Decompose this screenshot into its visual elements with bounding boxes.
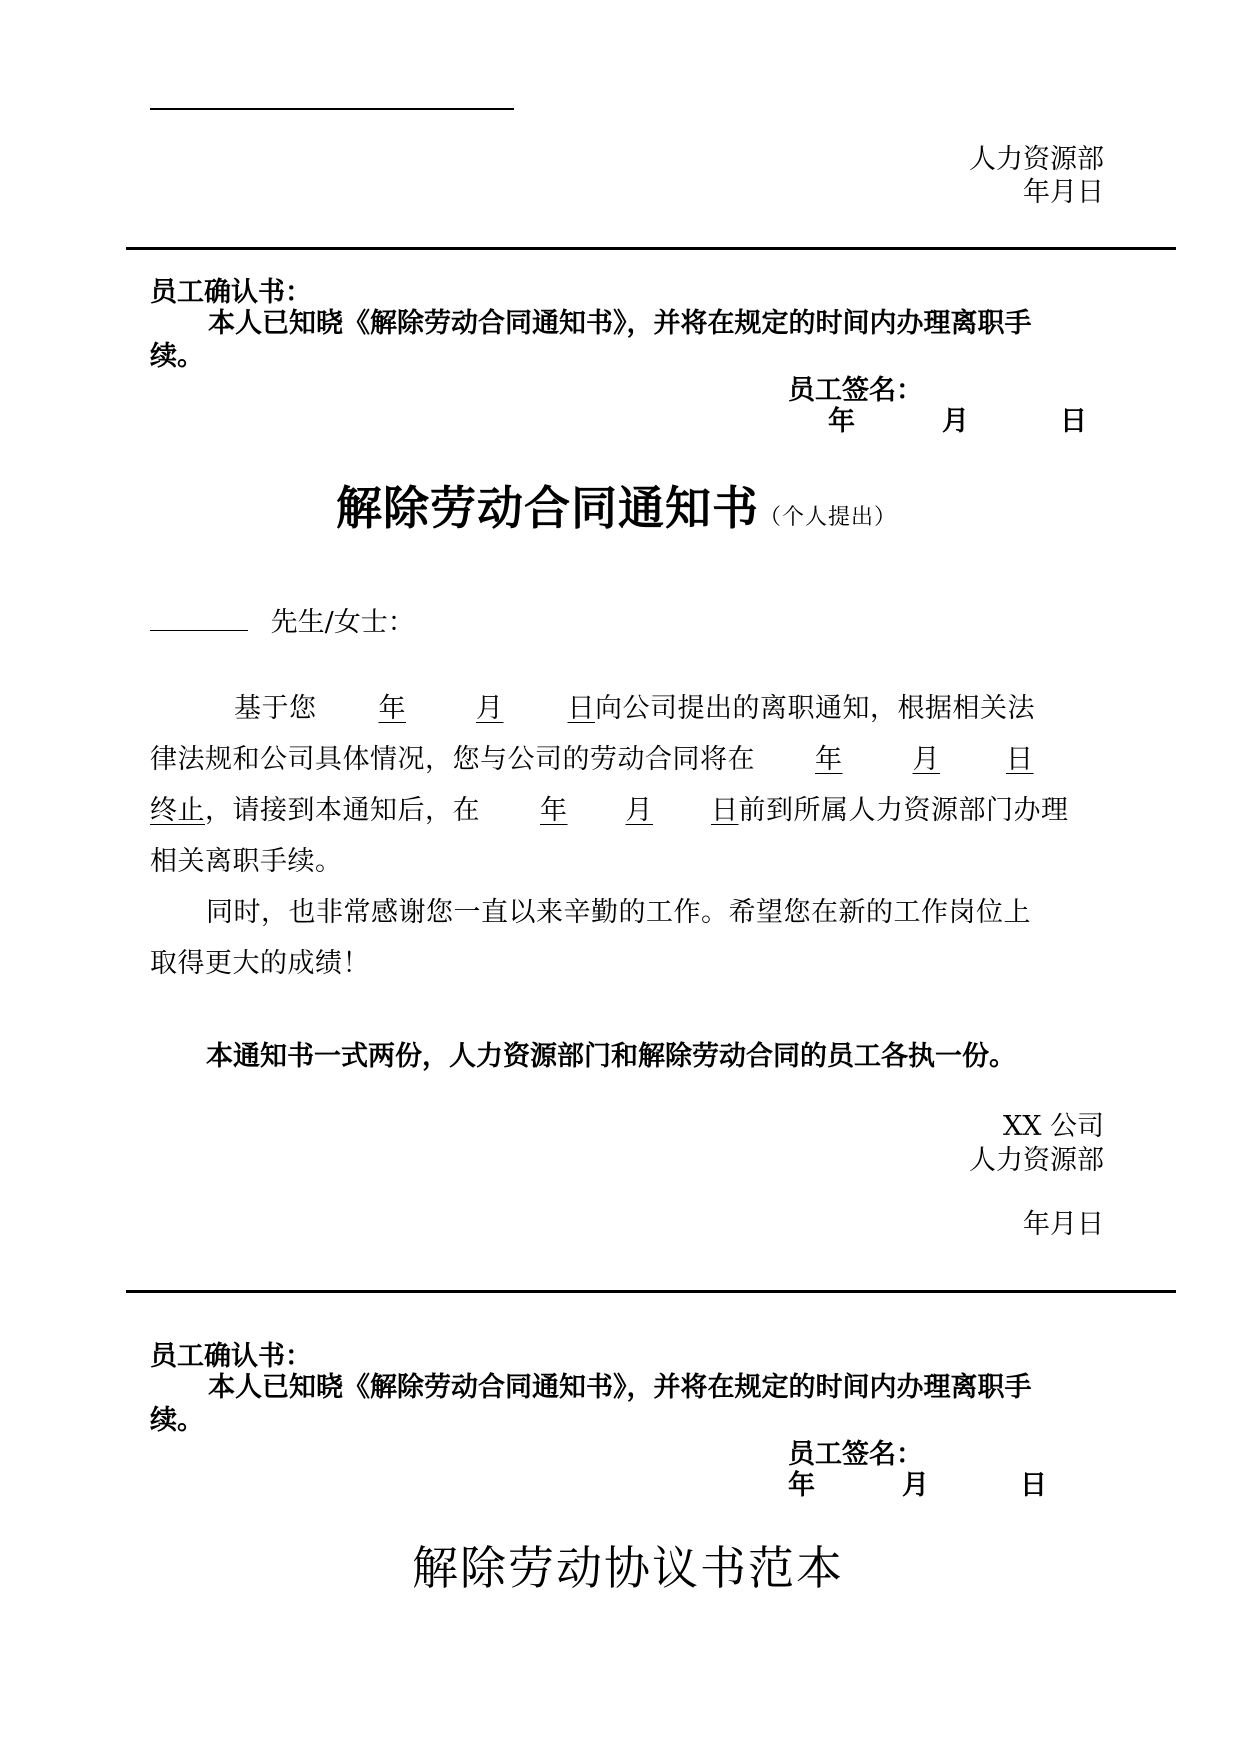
date-blank-1-day: 日 — [567, 693, 595, 724]
salutation-line — [150, 600, 415, 640]
confirm-heading-2: 员工确认书： — [150, 1341, 312, 1372]
separator-line — [126, 247, 1176, 250]
confirm-date-day-2: 日 — [1020, 1470, 1047, 1501]
notice-title-wrap — [336, 472, 897, 538]
confirm-date-month: 月 — [942, 406, 969, 437]
confirm-date-day: 日 — [1060, 406, 1087, 437]
date-blank-2 — [755, 744, 1034, 775]
termination-label: 终止 — [150, 795, 205, 826]
date-blank-2-year: 年 — [815, 744, 843, 775]
separator-line-2 — [126, 1290, 1176, 1293]
date-blank-1 — [317, 693, 596, 724]
top-department: 人力资源部 — [969, 144, 1104, 175]
notice-title-note: （个人提出） — [759, 505, 898, 530]
para1-line2 — [150, 743, 1034, 777]
para2-line2: 取得更大的成绩！ — [150, 948, 370, 979]
signature-label: 员工签名： — [788, 375, 923, 406]
confirm-text-cont: 续。 — [150, 341, 204, 372]
notice-date: 年月日 — [1023, 1209, 1104, 1240]
para1-prefix: 基于您 — [234, 693, 317, 724]
para1-line1 — [234, 692, 1035, 726]
top-signature-line — [150, 108, 514, 110]
date-blank-2-day: 日 — [1006, 744, 1034, 775]
para1-line1-suffix: 向公司提出的离职通知，根据相关法 — [595, 693, 1035, 724]
company-department: 人力资源部 — [969, 1145, 1104, 1176]
name-blank — [150, 600, 248, 631]
confirm-text-2: 本人已知晓《解除劳动合同通知书》，并将在规定的时间内办理离职手 — [208, 1372, 1032, 1403]
date-blank-1-year: 年 — [378, 693, 406, 724]
salutation: 先生/女士： — [270, 607, 415, 638]
confirm-heading: 员工确认书： — [150, 277, 312, 308]
confirm-date-year: 年 — [828, 406, 855, 437]
para1-line2-prefix: 律法规和公司具体情况，您与公司的劳动合同将在 — [150, 744, 755, 775]
para1-line3 — [150, 794, 1069, 828]
date-blank-2-month: 月 — [912, 744, 940, 775]
para2-line1: 同时，也非常感谢您一直以来辛勤的工作。希望您在新的工作岗位上 — [206, 897, 1031, 928]
confirm-text-cont-2: 续。 — [150, 1405, 204, 1436]
top-date: 年月日 — [1023, 177, 1104, 208]
company-name: XX 公司 — [1002, 1111, 1104, 1142]
signature-label-2: 员工签名： — [788, 1439, 923, 1470]
notice-title: 解除劳动合同通知书 — [336, 481, 759, 535]
date-blank-1-month: 月 — [476, 693, 504, 724]
confirm-date-year-2: 年 — [788, 1470, 815, 1501]
copies-note: 本通知书一式两份，人力资源部门和解除劳动合同的员工各执一份。 — [206, 1041, 1016, 1072]
para1-line3-suffix: 前到所属人力资源部门办理 — [738, 795, 1069, 826]
date-blank-3-day: 日 — [711, 795, 739, 826]
confirm-date-month-2: 月 — [902, 1470, 929, 1501]
confirm-text: 本人已知晓《解除劳动合同通知书》，并将在规定的时间内办理离职手 — [208, 308, 1032, 339]
date-blank-3 — [480, 795, 739, 826]
date-blank-3-month: 月 — [625, 795, 653, 826]
agreement-template-title: 解除劳动协议书范本 — [412, 1541, 844, 1595]
date-blank-3-year: 年 — [540, 795, 568, 826]
para1-line4: 相关离职手续。 — [150, 846, 343, 877]
para1-line3-mid: ，请接到本通知后，在 — [205, 795, 480, 826]
